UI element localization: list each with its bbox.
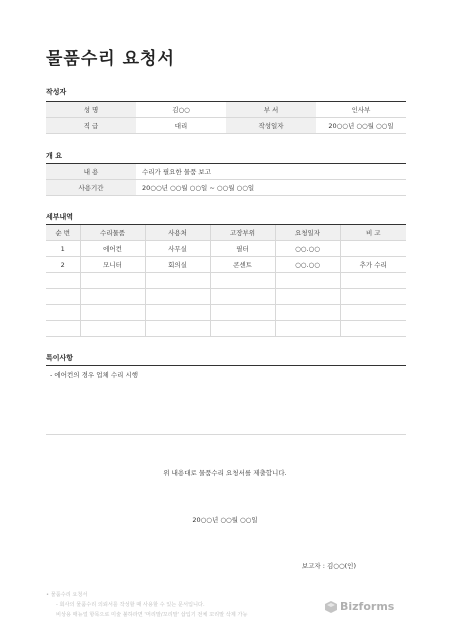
label-department: 부 서 [226, 102, 316, 118]
header-item: 수리물품 [80, 225, 145, 241]
cell [275, 273, 340, 289]
section-details-label: 세부내역 [46, 213, 74, 221]
label-content: 내 용 [46, 164, 136, 180]
value-department: 인사부 [316, 102, 406, 118]
bizforms-logo-icon [325, 601, 337, 613]
section-writer-label: 작성자 [46, 88, 67, 96]
cell [145, 321, 210, 337]
header-request-date: 요청일자 [275, 225, 340, 241]
bizforms-logo-text: Bizforms [340, 600, 395, 613]
table-row [46, 164, 406, 180]
cell [340, 321, 406, 337]
cell [210, 305, 275, 321]
footer-line: 비상용 매뉴얼 항목으로 미술 불하라면 '머리말/꼬리말' 삽입기 전체 꼬리말 삭제 가능 [56, 612, 248, 618]
cell: 모니터 [80, 257, 145, 273]
value-name: 김○○ [136, 102, 226, 118]
table-row [46, 180, 406, 196]
cell [210, 289, 275, 305]
value-rank: 대리 [136, 118, 226, 134]
cell [340, 305, 406, 321]
cell [275, 305, 340, 321]
cell: 에어컨 [80, 241, 145, 257]
cell: 필터 [210, 241, 275, 257]
cell [340, 241, 406, 257]
footer-line: - 회사의 물품수리 의뢰서를 작성할 때 사용할 수 있는 문서입니다. [56, 602, 205, 608]
details-table [46, 224, 406, 337]
cell [46, 321, 80, 337]
header-fault: 고장부위 [210, 225, 275, 241]
cell [210, 273, 275, 289]
cell [145, 273, 210, 289]
value-content: 수리가 필요한 물품 보고 [136, 164, 406, 180]
header-location: 사용처 [145, 225, 210, 241]
cell [145, 289, 210, 305]
cell [46, 305, 80, 321]
table-header-row [46, 225, 406, 241]
table-row [46, 273, 406, 289]
cell [80, 305, 145, 321]
cell: 추가 수리 [340, 257, 406, 273]
overview-table [46, 163, 406, 196]
submission-date: 20○○년 ○○월 ○○일 [192, 516, 258, 524]
document-title: 물품수리 요청서 [46, 49, 175, 69]
cell: 1 [46, 241, 80, 257]
table-row [46, 257, 406, 273]
table-row [46, 118, 406, 134]
cell [340, 289, 406, 305]
label-name: 성 명 [46, 102, 136, 118]
section-special-label: 특이사항 [46, 354, 74, 362]
label-rank: 직 급 [46, 118, 136, 134]
header-note: 비 고 [340, 225, 406, 241]
header-no: 순 번 [46, 225, 80, 241]
cell [275, 289, 340, 305]
writer-table [46, 101, 406, 134]
table-row [46, 289, 406, 305]
table-row [46, 241, 406, 257]
cell: 2 [46, 257, 80, 273]
footer-note [46, 590, 247, 620]
label-period: 사용기간 [46, 180, 136, 196]
label-date: 작성일자 [226, 118, 316, 134]
cell: 콘센트 [210, 257, 275, 273]
submission-statement: 위 내용대로 물품수리 요청서를 제출합니다. [163, 469, 287, 477]
cell: 회의실 [145, 257, 210, 273]
bizforms-logo [325, 600, 394, 613]
cell: 사무실 [145, 241, 210, 257]
table-row [46, 321, 406, 337]
cell [46, 289, 80, 305]
table-row [46, 305, 406, 321]
cell [275, 321, 340, 337]
cell [46, 273, 80, 289]
cell [340, 273, 406, 289]
cell: ○○.○○ [275, 257, 340, 273]
value-period: 20○○년 ○○월 ○○일 ~ ○○월 ○○일 [136, 180, 406, 196]
reporter-signature: 보고자 : 김○○(인) [301, 562, 356, 570]
footer-line: • 물품수리 요청서 [46, 592, 88, 598]
section-overview-label: 개 요 [46, 152, 62, 160]
cell: ○○.○○ [275, 241, 340, 257]
cell [80, 289, 145, 305]
cell [210, 321, 275, 337]
table-row [46, 102, 406, 118]
special-notes-box [46, 365, 406, 435]
cell [145, 305, 210, 321]
cell [80, 321, 145, 337]
special-notes-text: - 에어컨의 경우 업체 수리 시행 [50, 371, 139, 379]
cell [80, 273, 145, 289]
value-date: 20○○년 ○○월 ○○일 [316, 118, 406, 134]
